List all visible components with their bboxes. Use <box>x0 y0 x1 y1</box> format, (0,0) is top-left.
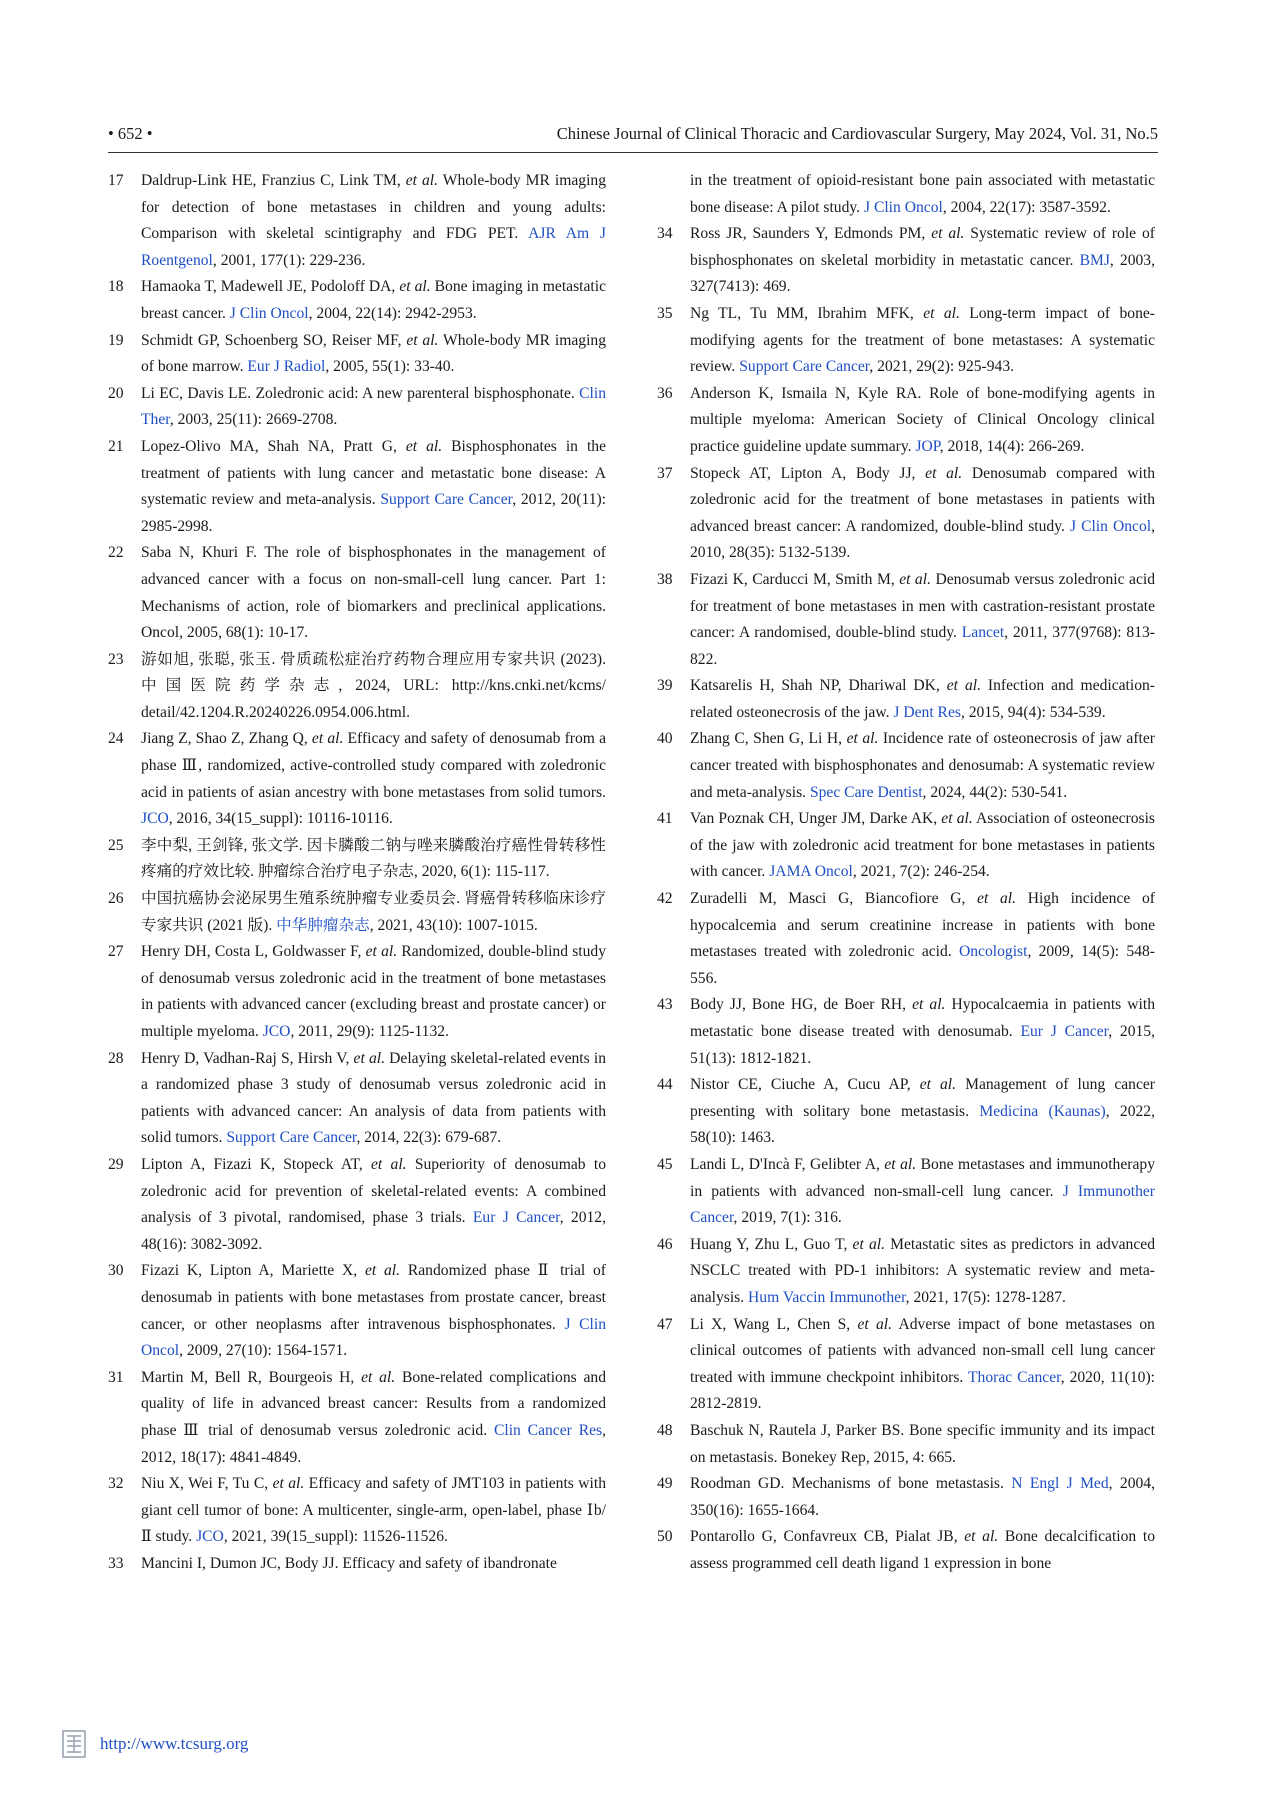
reference-number: 47 <box>657 1315 673 1333</box>
reference-text: Baschuk N, Rautela J, Parker BS. Bone specific immunity and its impact on metastasis. Bonekey Rep, 2015, 4: 665. <box>690 1421 1155 1466</box>
reference-entry <box>657 806 1155 886</box>
reference-number: 36 <box>657 384 673 402</box>
reference-journal-link[interactable]: AJR Am J Roentgenol <box>141 225 606 269</box>
reference-text: Systematic review of role of bisphosphonates on skeletal morbidity in metastatic cancer. <box>690 225 1155 269</box>
reference-etal: et al. <box>272 1475 305 1493</box>
reference-entry <box>108 1046 606 1152</box>
reference-entry <box>657 1312 1155 1418</box>
reference-citation: , 2012, 20(11): 2985-2998. <box>141 491 607 535</box>
reference-text: Incidence rate of osteonecrosis of jaw after cancer treated with bisphosphonates and denosumab: A systematic review and meta-analysis. <box>690 730 1155 801</box>
reference-entry <box>108 1551 606 1578</box>
reference-entry <box>108 939 606 1045</box>
reference-journal-link[interactable]: J Clin Oncol <box>1069 517 1152 535</box>
reference-text: Efficacy and safety of JMT103 in patients with giant cell tumor of bone: A multicenter, single-arm, open-label, phase Ⅰb/Ⅱ study. <box>141 1475 607 1546</box>
reference-text: High incidence of hypocalcemia and serum creatinine increase in patients with bone metastases treated with zoledronic acid. <box>690 890 1155 961</box>
reference-journal-link[interactable]: N Engl J Med <box>1011 1475 1109 1493</box>
reference-number: 45 <box>657 1155 673 1173</box>
reference-text: Lipton A, Fizazi K, Stopeck AT, <box>141 1155 371 1173</box>
reference-number: 26 <box>108 890 124 908</box>
reference-text: Bone-related complications and quality of life in advanced breast cancer: Results from a randomized phase Ⅲ trial of denosumab versus zoledronic acid. <box>141 1368 607 1439</box>
reference-citation: , 2003, 327(7413): 469. <box>690 251 1155 296</box>
reference-etal: et al. <box>405 437 443 455</box>
reference-entry <box>657 1152 1155 1232</box>
reference-text: Henry D, Vadhan-Raj S, Hirsh V, <box>141 1049 354 1067</box>
reference-text: Management of lung cancer presenting with solitary bone metastasis. <box>690 1076 1155 1120</box>
reference-number: 19 <box>108 331 124 349</box>
reference-citation: , 2022, 58(10): 1463. <box>690 1102 1155 1147</box>
reference-text: Body JJ, Bone HG, de Boer RH, <box>690 996 913 1014</box>
reference-citation: , 2010, 28(35): 5132-5139. <box>690 517 1156 562</box>
reference-text: Zhang C, Shen G, Li H, <box>690 730 847 748</box>
reference-text: Metastatic sites as predictors in advanced NSCLC treated with PD-1 inhibitors: A systematic review and meta-analysis. <box>690 1235 1155 1306</box>
reference-citation: , 2004, 350(16): 1655-1664. <box>690 1475 1155 1519</box>
reference-entry <box>108 1152 606 1258</box>
reference-text: Fizazi K, Carducci M, Smith M, <box>690 570 900 588</box>
reference-text: Ng TL, Tu MM, Ibrahim MFK, <box>690 304 924 322</box>
reference-text: Nistor CE, Ciuche A, Cucu AP, <box>690 1076 920 1094</box>
reference-journal-link[interactable]: Support Care Cancer <box>226 1129 357 1147</box>
journal-title: Chinese Journal of Clinical Thoracic and Cardiovascular Surgery, May 2024, Vol. 31, No.5 <box>556 124 1158 143</box>
reference-number: 25 <box>108 836 124 854</box>
reference-text: Lopez-Olivo MA, Shah NA, Pratt G, <box>141 437 406 455</box>
reference-journal-link[interactable]: Spec Care Dentist <box>809 783 923 801</box>
reference-journal-link[interactable]: JAMA Oncol <box>769 863 853 881</box>
reference-citation: , 2011, 29(9): 1125-1132. <box>290 1023 449 1040</box>
reference-text: Denosumab versus zoledronic acid for treatment of bone metastases in men with castration-resistant prostate cancer: A randomised, double-blind study. <box>690 570 1155 642</box>
reference-journal-link[interactable]: Hum Vaccin Immunother <box>748 1288 906 1306</box>
reference-number: 48 <box>657 1421 673 1439</box>
reference-number: 50 <box>657 1528 673 1546</box>
reference-citation: , 2009, 14(5): 548-556. <box>690 943 1156 987</box>
reference-citation: , 2016, 34(15_suppl): 10116-10116. <box>168 810 393 828</box>
reference-number: 33 <box>108 1554 124 1572</box>
reference-entry <box>657 567 1155 673</box>
reference-journal-link[interactable]: Support Care Cancer <box>739 358 870 376</box>
reference-citation: , 2005, 55(1): 33-40. <box>325 358 455 376</box>
reference-number: 30 <box>108 1262 124 1280</box>
reference-etal: et al. <box>353 1049 385 1067</box>
reference-text: Hypocalcaemia in patients with metastatic bone disease treated with denosumab. <box>690 996 1156 1040</box>
reference-text: Bone decalcification to assess programmed cell death ligand 1 expression in bone <box>690 1528 1156 1572</box>
reference-entry <box>108 833 606 886</box>
reference-entry <box>657 1418 1155 1471</box>
reference-journal-link[interactable]: Oncologist <box>959 943 1028 961</box>
reference-text: Bone metastases and immunotherapy in patients with advanced non-small-cell lung cancer. <box>690 1155 1155 1200</box>
reference-citation: , 2015, 94(4): 534-539. <box>960 703 1106 721</box>
reference-citation: , 2018, 14(4): 266-269. <box>939 437 1085 455</box>
running-header <box>108 118 1158 153</box>
reference-number: 38 <box>657 570 673 588</box>
reference-text: Jiang Z, Shao Z, Zhang Q, <box>141 730 312 748</box>
reference-entry <box>657 673 1155 726</box>
reference-entry <box>108 1365 606 1471</box>
reference-etal: et al. <box>925 464 963 482</box>
reference-journal-link[interactable]: Eur J Cancer <box>472 1209 560 1227</box>
reference-text: Randomized, double-blind study of denosumab versus zoledronic acid in the treatment of bone metastases in patients with advanced cancer (excluding breast and prostate cancer) or multiple myeloma. <box>141 943 607 1040</box>
reference-entry <box>108 168 606 274</box>
reference-etal: et al. <box>371 1155 407 1173</box>
reference-text: Daldrup-Link HE, Franzius C, Link TM, <box>141 172 406 189</box>
page-number: • 652 • <box>108 124 153 143</box>
reference-text: Mancini I, Dumon JC, Body JJ. Efficacy and safety of ibandronate <box>141 1554 557 1572</box>
reference-text: Delaying skeletal-related events in a randomized phase 3 study of denosumab versus zoledronic acid in patients with advanced cancer: An analysis of data from patients with solid tumors. <box>141 1049 606 1147</box>
reference-text: Li X, Wang L, Chen S, <box>690 1315 858 1333</box>
reference-citation: , 2024, 44(2): 530-541. <box>922 783 1068 801</box>
reference-citation: , 2021, 7(2): 246-254. <box>852 863 990 881</box>
reference-text: 李中梨, 王剑锋, 张文学. 因卡膦酸二钠与唑来膦酸治疗癌性骨转移性疼痛的疗效比较. 肿瘤综合治疗电子杂志, 2020, 6(1): 115-117. <box>141 836 606 881</box>
reference-text: Superiority of denosumab to zoledronic acid for prevention of skeletal-related events: A combined analysis of 3 pivotal, randomised, phase 3 trials. <box>141 1155 606 1227</box>
reference-text: Ross JR, Saunders Y, Edmonds PM, <box>690 225 932 243</box>
reference-citation: , 2021, 39(15_suppl): 11526-11526. <box>223 1528 448 1546</box>
reference-journal-link[interactable]: Clin Ther <box>141 384 606 429</box>
reference-citation: , 2021, 29(2): 925-943. <box>869 358 1015 376</box>
reference-text: Huang Y, Zhu L, Guo T, <box>690 1235 853 1253</box>
reference-etal: et al. <box>919 1076 957 1094</box>
reference-journal-link[interactable]: Medicina (Kaunas) <box>979 1102 1106 1120</box>
reference-entry <box>657 1072 1155 1152</box>
reference-text: Randomized phase Ⅱ trial of denosumab in patients with bone metastases from prostate cancer, breast cancer, or other neoplasms after intravenous bisphosphonates. <box>141 1262 606 1333</box>
reference-number: 23 <box>108 650 124 668</box>
reference-text: Pontarollo G, Confavreux CB, Pialat JB, <box>690 1528 965 1546</box>
reference-entry <box>657 168 1155 221</box>
reference-number: 41 <box>657 810 673 828</box>
reference-entry <box>108 274 606 327</box>
reference-citation: , 2019, 7(1): 316. <box>733 1209 842 1227</box>
reference-entry <box>108 726 606 832</box>
journal-logo-icon <box>62 1730 86 1758</box>
reference-number: 44 <box>657 1076 673 1094</box>
reference-text: Martin M, Bell R, Bourgeois H, <box>141 1368 362 1386</box>
reference-journal-link[interactable]: Lancet <box>961 624 1005 642</box>
reference-number: 29 <box>108 1155 124 1173</box>
reference-entry <box>657 461 1155 567</box>
reference-text: Li EC, Davis LE. Zoledronic acid: A new parenteral bisphosphonate. <box>141 384 580 402</box>
reference-citation: , 2015, 51(13): 1812-1821. <box>690 1023 1155 1067</box>
reference-journal-link[interactable]: Clin Cancer Res <box>493 1421 603 1439</box>
reference-entry <box>108 434 606 540</box>
reference-text: Landi L, D'Incà F, Gelibter A, <box>690 1155 885 1173</box>
reference-number: 46 <box>657 1235 673 1253</box>
reference-etal: et al. <box>977 890 1017 908</box>
reference-entry <box>657 1232 1155 1312</box>
reference-text: Zuradelli M, Masci G, Biancofiore G, <box>690 890 978 908</box>
reference-entry <box>657 221 1155 301</box>
reference-text: 中国抗癌协会泌尿男生殖系统肿瘤专业委员会. 肾癌骨转移临床诊疗专家共识 (2021 版). <box>141 890 606 934</box>
reference-text: Schmidt GP, Schoenberg SO, Reiser MF, <box>141 331 407 349</box>
reference-entry <box>108 886 606 939</box>
reference-column-right <box>657 168 1155 1577</box>
reference-etal: et al. <box>399 278 431 296</box>
reference-text: Anderson K, Ismaila N, Kyle RA. Role of bone-modifying agents in multiple myeloma: American Society of Clinical Oncology clinical practice guideline update summary. <box>690 384 1155 455</box>
reference-number: 27 <box>108 943 124 961</box>
reference-entry <box>657 301 1155 381</box>
reference-entry <box>657 886 1155 992</box>
reference-journal-link[interactable]: J Clin Oncol <box>229 304 309 322</box>
reference-etal: et al. <box>405 172 439 189</box>
reference-number: 37 <box>657 464 673 482</box>
reference-etal: et al. <box>364 1262 401 1280</box>
reference-number: 22 <box>108 544 124 562</box>
reference-text: Niu X, Wei F, Tu C, <box>141 1475 273 1493</box>
reference-text: Katsarelis H, Shah NP, Dhariwal DK, <box>690 677 947 695</box>
reference-journal-link[interactable]: J Immunother Cancer <box>690 1182 1155 1227</box>
reference-text: Whole-body MR imaging for detection of bone metastases in children and young adults: Comparison with skeletal scintigraphy and FDG PET. <box>141 172 607 243</box>
reference-citation: , 2020, 11(10): 2812-2819. <box>690 1368 1155 1413</box>
reference-entry <box>657 381 1155 461</box>
reference-citation: , 2003, 25(11): 2669-2708. <box>169 411 338 429</box>
reference-citation: , 2012, 18(17): 4841-4849. <box>141 1421 606 1466</box>
reference-etal: et al. <box>941 810 973 828</box>
reference-citation: , 2014, 22(3): 679-687. <box>356 1129 502 1147</box>
reference-etal: et al. <box>884 1155 917 1173</box>
reference-text: Hamaoka T, Madewell JE, Podoloff DA, <box>141 278 400 296</box>
reference-text: 游如旭, 张聪, 张玉. 骨质疏松症治疗药物合理应用专家共识 (2023). 中国医院药学杂志, 2024, URL: http://kns.cnki.net/kcms/ detail/42.1204.R.20240226.0954.006.html. <box>141 650 606 721</box>
reference-number: 17 <box>108 172 124 189</box>
reference-etal: et al. <box>857 1315 893 1333</box>
reference-journal-link[interactable]: JCO <box>141 810 169 828</box>
reference-etal: et al. <box>946 677 981 695</box>
reference-entry <box>657 1471 1155 1524</box>
reference-journal-link[interactable]: BMJ <box>1079 251 1110 269</box>
reference-journal-link[interactable]: J Dent Res <box>893 703 961 721</box>
reference-number: 40 <box>657 730 673 748</box>
reference-entry <box>108 328 606 381</box>
reference-number: 39 <box>657 677 673 695</box>
reference-text: Saba N, Khuri F. The role of bisphosphonates in the management of advanced cancer with a focus on non-small-cell lung cancer. Part 1: Mechanisms of action, role of biomarkers and preclinical applications. Oncol, 2005, 68(1): 10-17. <box>141 544 606 642</box>
reference-citation: , 2021, 17(5): 1278-1287. <box>905 1288 1066 1306</box>
reference-text: Van Poznak CH, Unger JM, Darke AK, <box>690 810 942 828</box>
reference-number: 31 <box>108 1368 124 1386</box>
journal-website-link[interactable]: http://www.tcsurg.org <box>100 1734 249 1753</box>
reference-text: Infection and medication-related osteonecrosis of the jaw. <box>690 677 1155 721</box>
reference-etal: et al. <box>365 943 398 961</box>
reference-citation: , 2001, 177(1): 229-236. <box>212 251 366 269</box>
reference-journal-link[interactable]: Thorac Cancer <box>968 1368 1061 1386</box>
reference-number: 20 <box>108 384 124 402</box>
reference-text: Long-term impact of bone-modifying agents for the treatment of bone metastases: A systematic review. <box>690 304 1155 376</box>
reference-text: Bisphosphonates in the treatment of patients with lung cancer and metastatic bone disease: A systematic review and meta-analysis. <box>141 437 606 509</box>
reference-text: Whole-body MR imaging of bone marrow. <box>141 331 606 376</box>
reference-journal-link[interactable]: Support Care Cancer <box>380 491 513 509</box>
reference-etal: et al. <box>912 996 946 1014</box>
reference-etal: et al. <box>852 1235 885 1253</box>
reference-journal-link[interactable]: JOP <box>915 437 940 455</box>
reference-etal: et al. <box>361 1368 396 1386</box>
reference-citation: , 2021, 43(10): 1007-1015. <box>369 916 538 934</box>
reference-number: 24 <box>108 730 124 748</box>
reference-entry <box>108 1471 606 1551</box>
reference-citation: , 2004, 22(17): 3587-3592. <box>942 198 1111 216</box>
reference-entry <box>657 726 1155 806</box>
reference-journal-link[interactable]: Eur J Radiol <box>247 358 326 376</box>
reference-text: Denosumab compared with zoledronic acid for the treatment of bone metastases in patients with advanced breast cancer: A randomized, double-blind study. <box>690 464 1155 535</box>
reference-citation: , 2009, 27(10): 1564-1571. <box>179 1342 348 1360</box>
reference-entry <box>657 992 1155 1072</box>
reference-text: Roodman GD. Mechanisms of bone metastasis. <box>690 1475 1012 1493</box>
reference-text: Association of osteonecrosis of the jaw with zoledronic acid treatment for bone metastases in patients with cancer. <box>690 810 1156 881</box>
reference-text: Fizazi K, Lipton A, Mariette X, <box>141 1262 365 1280</box>
reference-citation: , 2004, 22(14): 2942-2953. <box>308 304 477 322</box>
reference-etal: et al. <box>923 304 960 322</box>
reference-column-left <box>108 168 606 1577</box>
reference-citation: , 2011, 377(9768): 813-822. <box>690 624 1155 668</box>
reference-text: Henry DH, Costa L, Goldwasser F, <box>141 943 366 961</box>
reference-text: Stopeck AT, Lipton A, Body JJ, <box>690 464 926 482</box>
reference-number: 21 <box>108 437 124 455</box>
reference-etal: et al. <box>899 570 931 588</box>
reference-etal: et al. <box>931 225 965 243</box>
reference-number: 49 <box>657 1475 673 1493</box>
reference-etal: et al. <box>311 730 344 748</box>
reference-text: Efficacy and safety of denosumab from a phase Ⅲ, randomized, active-controlled study compared with zoledronic acid in patients of asian ancestry with bone metastases from solid tumors. <box>141 730 606 801</box>
reference-text: Bone imaging in metastatic breast cancer. <box>141 278 607 322</box>
reference-text: Adverse impact of bone metastases on clinical outcomes of patients with advanced non-small cell lung cancer treated with immune checkpoint inhibitors. <box>690 1315 1155 1386</box>
reference-journal-link[interactable]: Eur J Cancer <box>1020 1023 1109 1040</box>
reference-journal-link[interactable]: J Clin Oncol <box>141 1315 606 1360</box>
reference-journal-link[interactable]: J Clin Oncol <box>863 198 943 216</box>
reference-journal-link[interactable]: JCO <box>196 1528 224 1546</box>
reference-number: 42 <box>657 890 673 908</box>
reference-etal: et al. <box>406 331 439 349</box>
reference-entry <box>108 540 606 646</box>
reference-number: 35 <box>657 304 673 322</box>
reference-number: 18 <box>108 278 124 296</box>
reference-entry <box>657 1524 1155 1577</box>
reference-number: 28 <box>108 1049 124 1067</box>
reference-entry <box>108 381 606 434</box>
reference-number: 43 <box>657 996 673 1014</box>
reference-etal: et al. <box>964 1528 999 1546</box>
reference-citation: , 2012, 48(16): 3082-3092. <box>141 1209 607 1253</box>
reference-etal: et al. <box>846 730 879 748</box>
reference-journal-link[interactable]: JCO <box>262 1023 291 1040</box>
reference-entry <box>108 647 606 727</box>
reference-text: in the treatment of opioid-resistant bone pain associated with metastatic bone disease: A pilot study. <box>690 172 1155 216</box>
reference-number: 32 <box>108 1475 124 1493</box>
reference-number: 34 <box>657 225 673 243</box>
reference-entry <box>108 1258 606 1364</box>
reference-journal-link[interactable]: 中华肿瘤杂志 <box>276 916 370 934</box>
